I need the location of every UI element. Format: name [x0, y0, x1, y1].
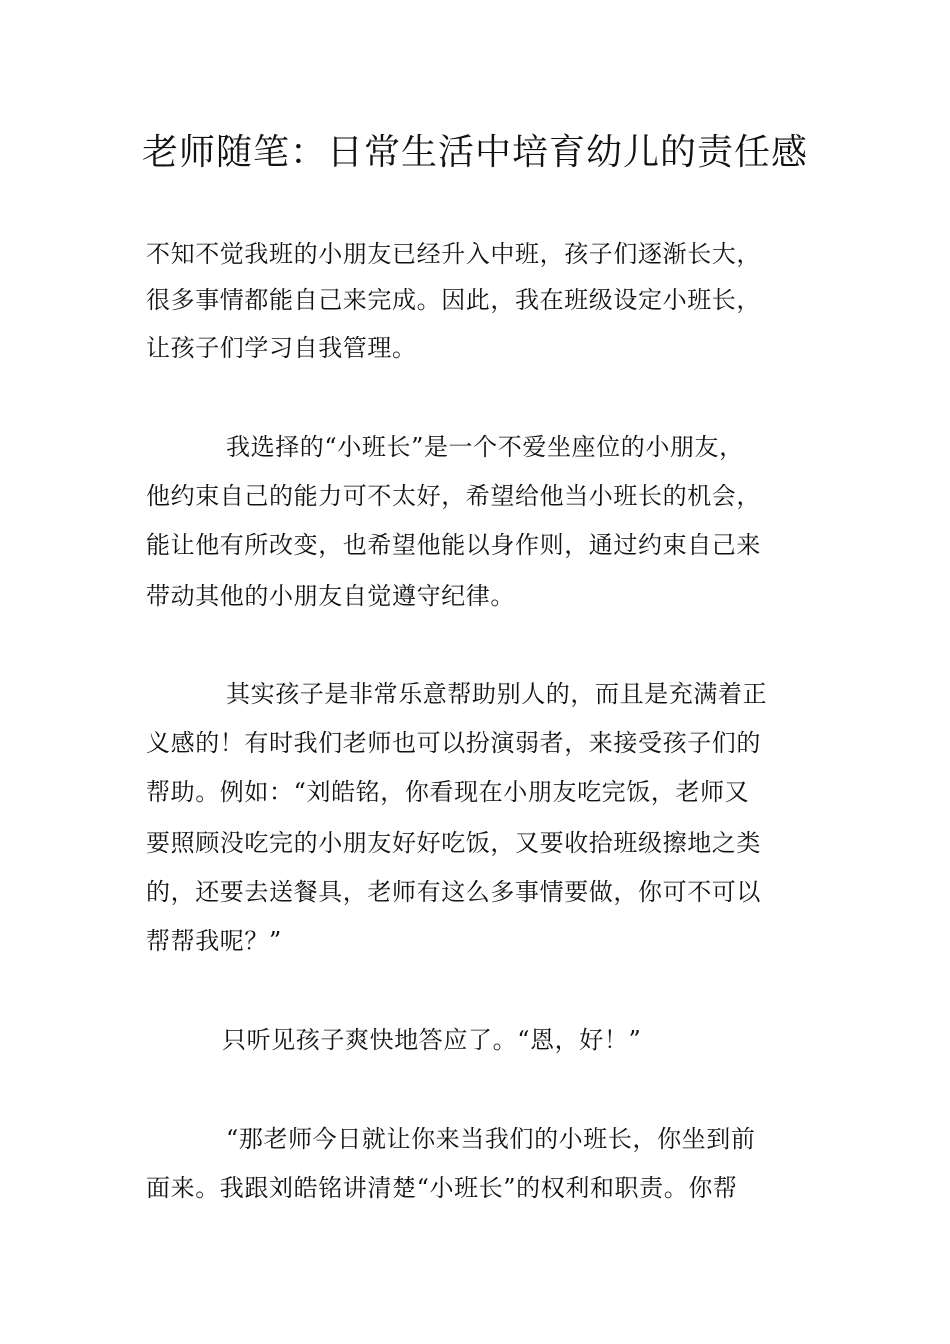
paragraph-2-line-2: 他约束自己的能力可不太好，希望给他当小班长的机会，: [146, 482, 761, 510]
paragraph-1-line-2: 很多事情都能自己来完成。因此，我在班级设定小班长，: [146, 286, 761, 314]
paragraph-3-line-6: 帮帮我呢？”: [146, 927, 282, 955]
paragraph-3-line-5: 的，还要去送餐具，老师有这么多事情要做，你可不可以: [146, 878, 761, 906]
paragraph-2-line-4: 带动其他的小朋友自觉遵守纪律。: [146, 582, 515, 610]
paragraph-5-line-1: “那老师今日就让你来当我们的小班长，你坐到前: [226, 1125, 756, 1153]
paragraph-5-line-2: 面来。我跟刘皓铭讲清楚“小班长”的权利和职责。你帮: [146, 1174, 738, 1202]
paragraph-1-line-3: 让孩子们学习自我管理。: [146, 334, 417, 362]
paragraph-3-line-2: 义感的！有时我们老师也可以扮演弱者，来接受孩子们的: [146, 729, 761, 757]
paragraph-2-line-3: 能让他有所改变，也希望他能以身作则，通过约束自己来: [146, 531, 761, 559]
paragraph-3-line-4: 要照顾没吃完的小朋友好好吃饭，又要收拾班级擦地之类: [146, 829, 761, 857]
paragraph-3-line-3: 帮助。例如：“刘皓铭，你看现在小朋友吃完饭，老师又: [146, 778, 750, 806]
paragraph-3-line-1: 其实孩子是非常乐意帮助别人的，而且是充满着正: [226, 680, 768, 708]
paragraph-4-line-1: 只听见孩子爽快地答应了。“恩，好！”: [222, 1026, 642, 1054]
paragraph-2-line-1: 我选择的“小班长”是一个不爱坐座位的小朋友，: [226, 433, 744, 461]
document-title: 老师随笔：日常生活中培育幼儿的责任感: [141, 132, 808, 173]
paragraph-1-line-1: 不知不觉我班的小朋友已经升入中班，孩子们逐渐长大，: [146, 240, 761, 268]
